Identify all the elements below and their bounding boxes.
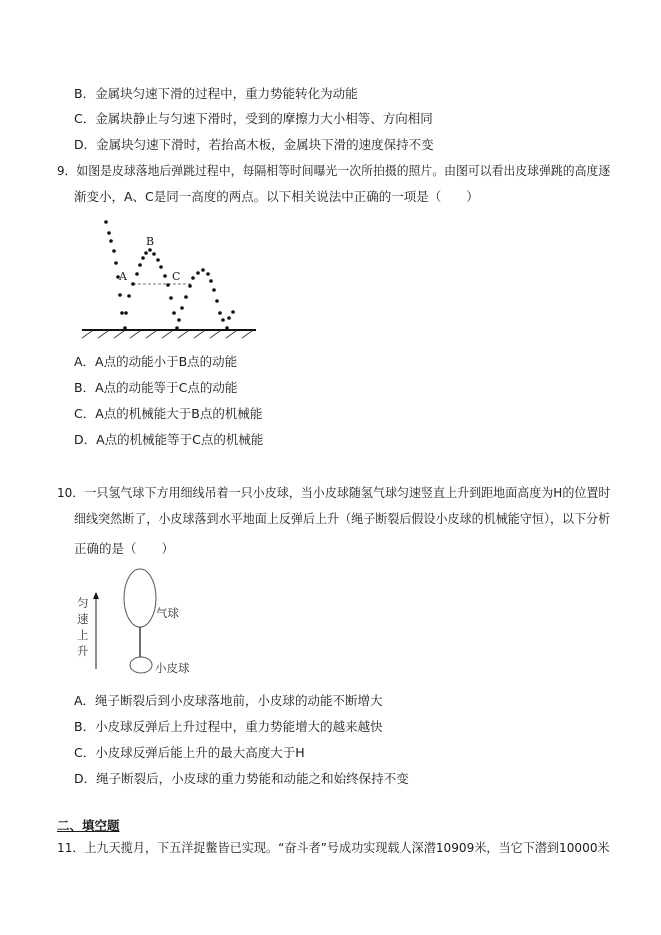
q8-option-d: D．金属块匀速下滑时，若抬高木板，金属块下滑的速度保持不变	[74, 137, 434, 152]
balloon-shape	[124, 569, 156, 627]
q9-option-a: A．A点的动能小于B点的动能	[74, 354, 238, 369]
section-title-fill-in: 二、填空题	[57, 818, 120, 833]
label-a: A	[119, 270, 127, 283]
q9-stem-line2: 渐变小，A、C是同一高度的两点。以下相关说法中正确的一项是（ ）	[74, 189, 479, 204]
q9-option-b: B．A点的动能等于C点的动能	[74, 380, 238, 395]
q11-stem-line1: 11．上九天揽月，下五洋捉鳖皆已实现。“奋斗者”号成功实现载人深潜10909米，当它下潜到10000米	[57, 840, 610, 855]
q10-option-a: A．绳子断裂后到小皮球落地前，小皮球的动能不断增大	[74, 693, 383, 708]
bouncing-ball-figure	[70, 212, 270, 342]
q10-stem-line3: 正确的是（ ）	[74, 541, 175, 556]
ball-label: 小皮球	[155, 661, 190, 675]
q10-option-d: D．绳子断裂后，小皮球的重力势能和动能之和始终保持不变	[74, 771, 409, 786]
ground-hatching	[82, 331, 252, 338]
q10-stem-line1: 10．一只氢气球下方用细线吊着一只小皮球，当小皮球随氢气球匀速竖直上升到距地面高度为H的位置时	[57, 485, 611, 500]
q10-option-b: B．小皮球反弹后上升过程中，重力势能增大的越来越快	[74, 719, 383, 734]
q9-option-c: C．A点的机械能大于B点的机械能	[74, 406, 263, 421]
motion-label-1: 匀	[77, 596, 89, 610]
q8-option-c: C．金属块静止与匀速下滑时，受到的摩擦力大小相等、方向相同	[74, 111, 433, 126]
upward-arrow-icon	[93, 592, 99, 599]
motion-label-3: 上	[77, 628, 89, 642]
balloon-label: 气球	[156, 606, 179, 620]
q10-stem-line2: 细线突然断了，小皮球落到水平地面上反弹后上升（绳子断裂后假设小皮球的机械能守恒），以下分析	[74, 511, 611, 526]
q9-option-d: D．A点的机械能等于C点的机械能	[74, 432, 264, 447]
label-c: C	[172, 270, 181, 283]
motion-label-2: 速	[77, 612, 89, 626]
q10-option-c: C．小皮球反弹后能上升的最大高度大于H	[74, 745, 305, 760]
q8-option-b: B．金属块匀速下滑的过程中，重力势能转化为动能	[74, 86, 358, 101]
small-ball-shape	[130, 657, 152, 673]
balloon-figure	[70, 565, 210, 680]
motion-label-4: 升	[77, 644, 89, 658]
q9-stem-line1: 9．如图是皮球落地后弹跳过程中，每隔相等时间曝光一次所拍摄的照片。由图可以看出皮球弹跳的高度逐	[57, 163, 611, 178]
label-b: B	[146, 235, 155, 248]
